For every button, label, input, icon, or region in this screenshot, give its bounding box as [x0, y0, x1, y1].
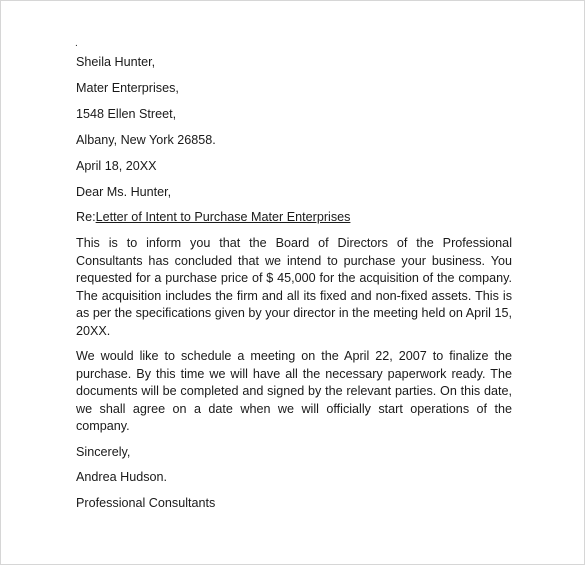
sender-company: Professional Consultants: [76, 496, 216, 510]
recipient-city: Albany, New York 26858.: [76, 133, 216, 147]
subject-line: [76, 209, 350, 226]
body-paragraph-1: This is to inform you that the Board of Directors of the Professional Consultants has concluded that we intend to purchase your business. You requested for a purchase price of $ 45,000 for the acquisition of the company. The acquisition includes the firm and all its fixed and non-fixed assets. This is as per the specifications given by your director in the meeting held on April 15, 20XX.: [76, 236, 512, 338]
recipient-name: Sheila Hunter,: [76, 55, 156, 69]
letter-date: April 18, 20XX: [76, 159, 157, 173]
stray-mark: .: [75, 38, 78, 49]
recipient-company: Mater Enterprises,: [76, 81, 179, 95]
body-paragraph-2: We would like to schedule a meeting on the April 22, 2007 to finalize the purchase. By this time we will have all the necessary paperwork ready. The documents will be completed and signed by the relevant parties. On this date, we shall agree on a date when we will officially start operations of the company.: [76, 349, 512, 434]
subject-prefix: Re:: [76, 210, 96, 224]
subject-link[interactable]: Letter of Intent to Purchase Mater Enterprises: [95, 210, 351, 224]
sender-name: Andrea Hudson.: [76, 470, 168, 484]
closing: Sincerely,: [76, 445, 131, 459]
recipient-street: 1548 Ellen Street,: [76, 107, 177, 121]
salutation: Dear Ms. Hunter,: [76, 185, 172, 199]
